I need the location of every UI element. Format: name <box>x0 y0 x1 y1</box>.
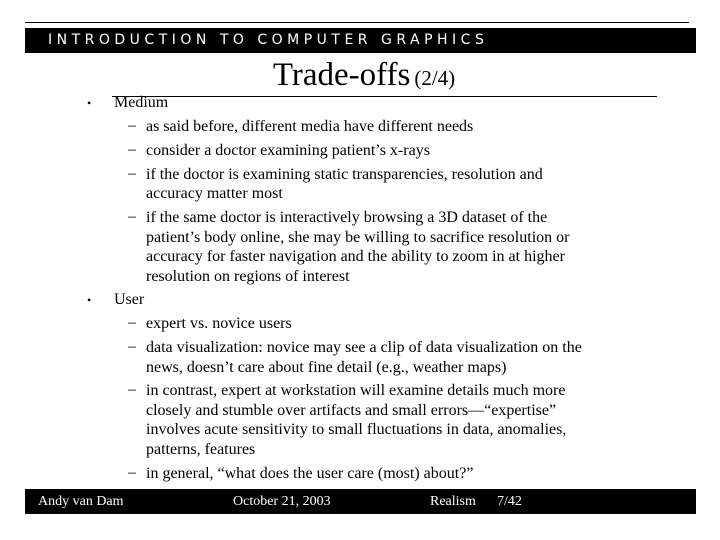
bullet-user: User <box>114 291 145 308</box>
sub-bullet-line: consider a doctor examining patient’s x-rays <box>146 142 430 159</box>
footer-date: October 21, 2003 <box>233 494 331 509</box>
sub-bullet-dash: – <box>128 381 136 398</box>
sub-bullet-line: data visualization: novice may see a clip of data visualization on the <box>146 339 582 356</box>
header-top-rule <box>25 22 689 23</box>
sub-bullet-line: patient’s body online, she may be willing to sacrifice resolution or <box>146 229 570 246</box>
sub-bullet-line: accuracy for faster navigation and the ability to zoom in at higher <box>146 248 565 265</box>
sub-bullet-line: if the same doctor is interactively browsing a 3D dataset of the <box>146 209 548 226</box>
course-title: INTRODUCTION TO COMPUTER GRAPHICS <box>48 32 489 48</box>
sub-bullet-dash: – <box>128 117 136 134</box>
course-header-bar <box>25 28 696 53</box>
slide-title: Trade-offs <box>272 57 411 93</box>
sub-bullet-line: patterns, features <box>146 441 256 458</box>
bullet-dot: • <box>87 96 92 110</box>
sub-bullet-dash: – <box>128 165 136 182</box>
footer-bar <box>25 489 696 514</box>
title-underline <box>112 96 657 97</box>
sub-bullet-line: news, doesn’t care about fine detail (e.g., weather maps) <box>146 359 507 376</box>
bullet-dot: • <box>87 293 92 307</box>
sub-bullet-line: if the doctor is examining static transparencies, resolution and <box>146 166 543 183</box>
sub-bullet-line: in general, “what does the user care (most) about?” <box>146 465 474 482</box>
footer-author: Andy van Dam <box>38 494 124 509</box>
sub-bullet-dash: – <box>128 141 136 158</box>
sub-bullet-line: in contrast, expert at workstation will examine details much more <box>146 382 566 399</box>
sub-bullet-line: resolution on regions of interest <box>146 268 350 285</box>
sub-bullet-line: expert vs. novice users <box>146 315 292 332</box>
slide-title-suffix: (2/4) <box>414 66 456 90</box>
footer-topic: Realism <box>430 494 476 509</box>
bullet-medium: Medium <box>114 94 169 111</box>
sub-bullet-dash: – <box>128 208 136 225</box>
sub-bullet-dash: – <box>128 314 136 331</box>
sub-bullet-dash: – <box>128 338 136 355</box>
footer-page-number: 7/42 <box>497 494 522 509</box>
sub-bullet-dash: – <box>128 464 136 481</box>
sub-bullet-line: as said before, different media have different needs <box>146 118 474 135</box>
slide-title-area <box>0 57 720 94</box>
sub-bullet-line: closely and stumble over artifacts and small errors—“expertise” <box>146 402 557 419</box>
sub-bullet-line: involves acute sensitivity to small fluctuations in data, anomalies, <box>146 421 567 438</box>
sub-bullet-line: accuracy matter most <box>146 185 283 202</box>
